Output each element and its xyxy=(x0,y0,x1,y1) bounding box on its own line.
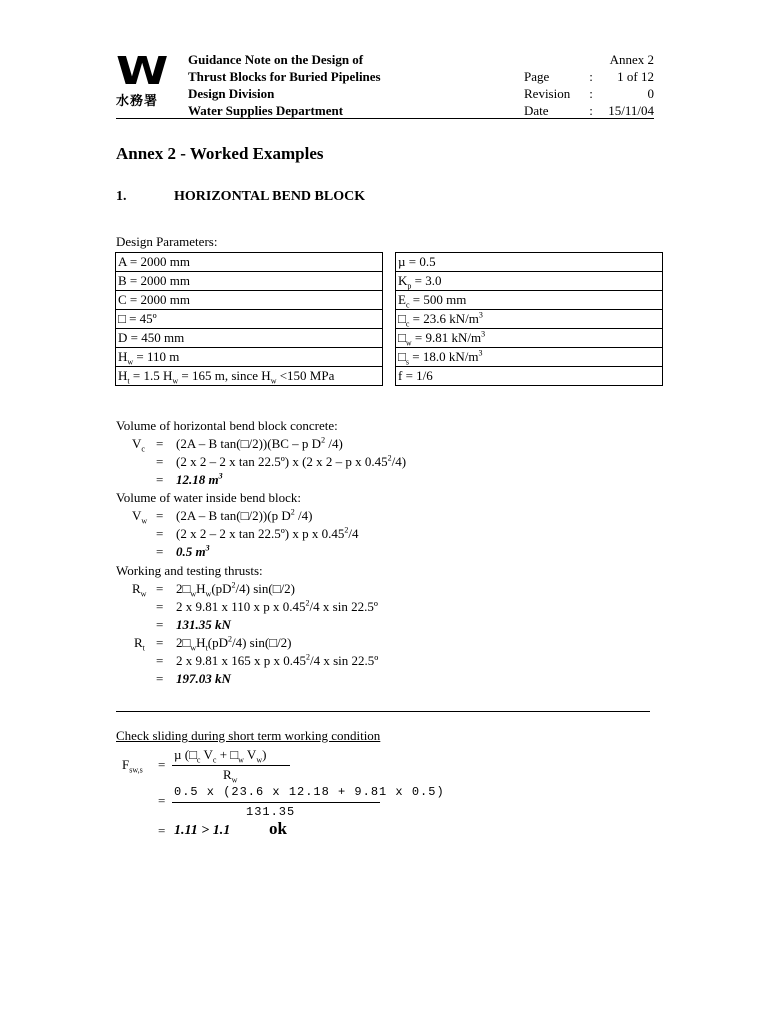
document-title xyxy=(188,51,381,119)
date-value: 15/11/04 xyxy=(608,103,654,118)
vol-concrete-title: Volume of horizontal bend block concrete: xyxy=(116,418,338,433)
logo-chinese-text: 水務署 xyxy=(116,94,159,109)
param-cell: □ = 45º xyxy=(116,310,383,329)
design-parameters-label: Design Parameters: xyxy=(116,234,218,249)
param-cell: $□_s = 18.0$ $kN/m^3$ xyxy=(396,348,663,367)
header-divider xyxy=(116,118,654,119)
document-meta: Annex 2 Page : 1 of 12 Revision : 0 Date : 15/11/04 xyxy=(524,52,654,118)
param-cell: $K_p = 3.0$ xyxy=(396,272,663,291)
title-line: Thrust Blocks for Buried Pipelines xyxy=(188,69,381,84)
parameters-table-right xyxy=(395,252,663,386)
section-divider xyxy=(116,711,650,712)
page-value: 1 of 12 xyxy=(617,69,654,84)
title-line: Design Division xyxy=(188,86,275,101)
section-title: HORIZONTAL BEND BLOCK xyxy=(174,189,366,204)
ok-result: ok xyxy=(269,819,287,838)
vol-concrete-calc: $V_c$ = (2A – B tan(□/2))(BC – p $D^2$ /4) = (2 x 2 – 2 x tan 22.5º) x (2 x 2 – p x $0.45^2/4$) = 12.18 $m^3$ xyxy=(132,435,407,487)
logo-w-icon: W xyxy=(116,49,164,93)
thrusts-title: Working and testing thrusts: xyxy=(116,563,263,578)
vol-water-calc: $V_w$ = (2A – B tan(□/2))(p $D^2$ /4) = (2 x 2 – 2 x tan 22.5º) x p x $0.45^2/4$ = 0.5 $m^3$ xyxy=(132,507,359,559)
check-sliding-title: Check sliding during short term working condition xyxy=(116,728,381,743)
param-cell: $H_w = 110$ m xyxy=(116,348,383,367)
title-line: Guidance Note on the Design of xyxy=(188,52,364,67)
page-heading: Annex 2 - Worked Examples xyxy=(116,144,324,163)
thrusts-calc: $R_w$ = $2□_wH_w(pD^2/4)$ sin(□/2) = 2 x 9.81 x 110 x p x 0.45$^2$/4 x sin 22.5º = 131.35 kN $R_t$ = $2□_wH_t(pD^2/4)$ sin(□/2) = 2 x 9.81 x 165 x p x 0.45$^2$/4 x sin 22.5º = 197.03 kN xyxy=(132,580,379,686)
param-cell: $□_c = 23.6$ $kN/m^3$ xyxy=(396,310,663,329)
date-label: Date xyxy=(524,103,549,118)
parameters-table-left xyxy=(115,252,383,386)
annex-number: Annex 2 xyxy=(609,52,654,67)
revision-label: Revision xyxy=(524,86,571,101)
param-cell: $E_c = 500$ mm xyxy=(396,291,663,310)
param-cell: µ = 0.5 xyxy=(396,253,663,272)
param-cell: C = 2000 mm xyxy=(116,291,383,310)
param-cell: $H_t = 1.5$ $H_w = 165$ m, since $H_w <150$ MPa xyxy=(116,367,383,386)
page-label: Page xyxy=(524,69,550,84)
wsd-logo xyxy=(116,49,178,109)
sliding-check-calc: $F_{sw,s}$ = µ ($□_c$ $V_c$ + $□_w$ $V_w$) $R_w$ = 0.5 x (23.6 x 12.18 + 9.81 x 0.5) 131.35 = 1.11 > 1.1 ok xyxy=(122,747,445,838)
param-cell: B = 2000 mm xyxy=(116,272,383,291)
param-cell: A = 2000 mm xyxy=(116,253,383,272)
title-line: Water Supplies Department xyxy=(188,103,344,118)
param-cell: f = 1/6 xyxy=(396,367,663,386)
param-cell: D = 450 mm xyxy=(116,329,383,348)
param-cell: $□_w = 9.81$ $kN/m^3$ xyxy=(396,329,663,348)
section-number: 1. xyxy=(116,189,127,204)
revision-value: 0 xyxy=(647,86,654,101)
vol-water-title: Volume of water inside bend block: xyxy=(116,490,301,505)
